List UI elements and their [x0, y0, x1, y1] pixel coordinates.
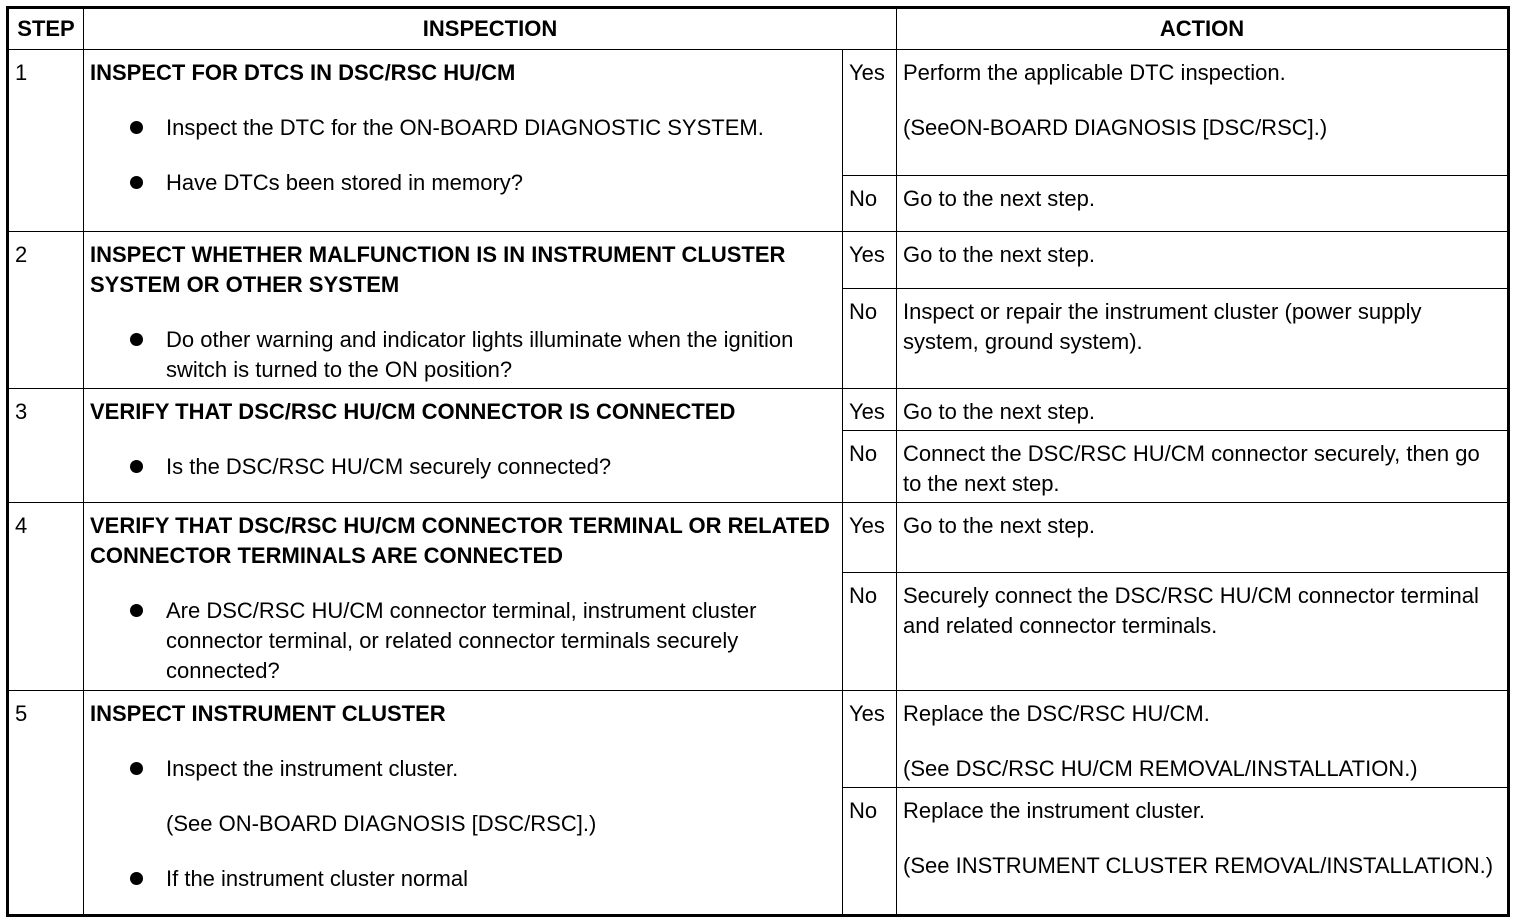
- step-title: INSPECT INSTRUMENT CLUSTER: [90, 701, 446, 726]
- action-yes: [897, 389, 1509, 431]
- header-inspection: INSPECTION: [84, 8, 897, 50]
- inspection-cell: [84, 50, 843, 232]
- step-title: INSPECT FOR DTCS IN DSC/RSC HU/CM: [90, 60, 516, 85]
- bullet-item: [90, 754, 836, 784]
- answer-no: No: [843, 176, 897, 232]
- answer-no: No: [843, 431, 897, 503]
- action-text: (SeeON-BOARD DIAGNOSIS [DSC/RSC].): [903, 115, 1328, 140]
- step-number: 3: [8, 389, 84, 503]
- action-text: (See DSC/RSC HU/CM REMOVAL/INSTALLATION.): [903, 756, 1418, 781]
- bullet-text: Inspect the instrument cluster.: [166, 756, 459, 781]
- bullet-text: Are DSC/RSC HU/CM connector terminal, instrument cluster connector terminal, or related connector terminals securely connected?: [166, 598, 757, 683]
- action-text: Go to the next step.: [903, 242, 1096, 267]
- header-step: STEP: [8, 8, 84, 50]
- diagnostic-table: [6, 6, 1510, 917]
- step-title: VERIFY THAT DSC/RSC HU/CM CONNECTOR IS CONNECTED: [90, 399, 736, 424]
- bullet-text: Have DTCs been stored in memory?: [166, 170, 524, 195]
- bullet-dot-icon: [130, 176, 143, 189]
- action-yes: [897, 503, 1509, 573]
- bullet-dot-icon: [130, 872, 143, 885]
- bullet-dot-icon: [130, 121, 143, 134]
- bullet-dot-icon: [130, 762, 143, 775]
- header-action: ACTION: [897, 8, 1509, 50]
- action-text: (See INSTRUMENT CLUSTER REMOVAL/INSTALLATION.): [903, 853, 1494, 878]
- step-title: INSPECT WHETHER MALFUNCTION IS IN INSTRUMENT CLUSTER SYSTEM OR OTHER SYSTEM: [90, 242, 786, 297]
- inspection-cell: [84, 232, 843, 389]
- action-text: Go to the next step.: [903, 399, 1096, 424]
- step-number: 5: [8, 691, 84, 916]
- action-text: Replace the DSC/RSC HU/CM.: [903, 701, 1210, 726]
- step-row: [8, 389, 1509, 431]
- action-no: [897, 573, 1509, 691]
- bullet-dot-icon: [130, 460, 143, 473]
- action-text: Securely connect the DSC/RSC HU/CM connector terminal and related connector terminals.: [903, 583, 1479, 638]
- action-no: [897, 431, 1509, 503]
- bullet-item: [90, 452, 836, 482]
- answer-yes: Yes: [843, 232, 897, 289]
- bullet-item: [90, 325, 836, 385]
- action-text: Replace the instrument cluster.: [903, 798, 1206, 823]
- answer-yes: Yes: [843, 50, 897, 176]
- bullet-text: If the instrument cluster normal: [166, 866, 469, 891]
- step-number: 1: [8, 50, 84, 232]
- step-row: [8, 691, 1509, 788]
- answer-yes: Yes: [843, 691, 897, 788]
- inspection-note: (See ON-BOARD DIAGNOSIS [DSC/RSC].): [166, 811, 597, 836]
- action-no: [897, 289, 1509, 389]
- answer-no: No: [843, 788, 897, 916]
- header-row: [8, 8, 1509, 50]
- action-yes: [897, 50, 1509, 176]
- action-text: Go to the next step.: [903, 186, 1096, 211]
- bullet-item: [90, 864, 836, 894]
- bullet-item: [90, 113, 836, 143]
- action-text: Perform the applicable DTC inspection.: [903, 60, 1286, 85]
- answer-yes: Yes: [843, 503, 897, 573]
- answer-no: No: [843, 289, 897, 389]
- step-row: [8, 50, 1509, 176]
- action-no: [897, 788, 1509, 916]
- action-no: [897, 176, 1509, 232]
- bullet-text: Do other warning and indicator lights illuminate when the ignition switch is turned to the ON position?: [166, 327, 794, 382]
- answer-yes: Yes: [843, 389, 897, 431]
- bullet-item: [90, 596, 836, 686]
- step-number: 2: [8, 232, 84, 389]
- action-text: Inspect or repair the instrument cluster (power supply system, ground system).: [903, 299, 1422, 354]
- step-row: [8, 232, 1509, 289]
- answer-no: No: [843, 573, 897, 691]
- bullet-item: [90, 168, 836, 198]
- step-row: [8, 503, 1509, 573]
- action-yes: [897, 232, 1509, 289]
- action-text: Go to the next step.: [903, 513, 1096, 538]
- bullet-dot-icon: [130, 604, 143, 617]
- step-title: VERIFY THAT DSC/RSC HU/CM CONNECTOR TERMINAL OR RELATED CONNECTOR TERMINALS ARE CONNECTED: [90, 513, 830, 568]
- bullet-dot-icon: [130, 333, 143, 346]
- bullet-text: Is the DSC/RSC HU/CM securely connected?: [166, 454, 612, 479]
- step-number: 4: [8, 503, 84, 691]
- action-text: Connect the DSC/RSC HU/CM connector securely, then go to the next step.: [903, 441, 1480, 496]
- action-yes: [897, 691, 1509, 788]
- inspection-cell: [84, 503, 843, 691]
- bullet-text: Inspect the DTC for the ON-BOARD DIAGNOSTIC SYSTEM.: [166, 115, 764, 140]
- inspection-cell: [84, 691, 843, 916]
- inspection-cell: [84, 389, 843, 503]
